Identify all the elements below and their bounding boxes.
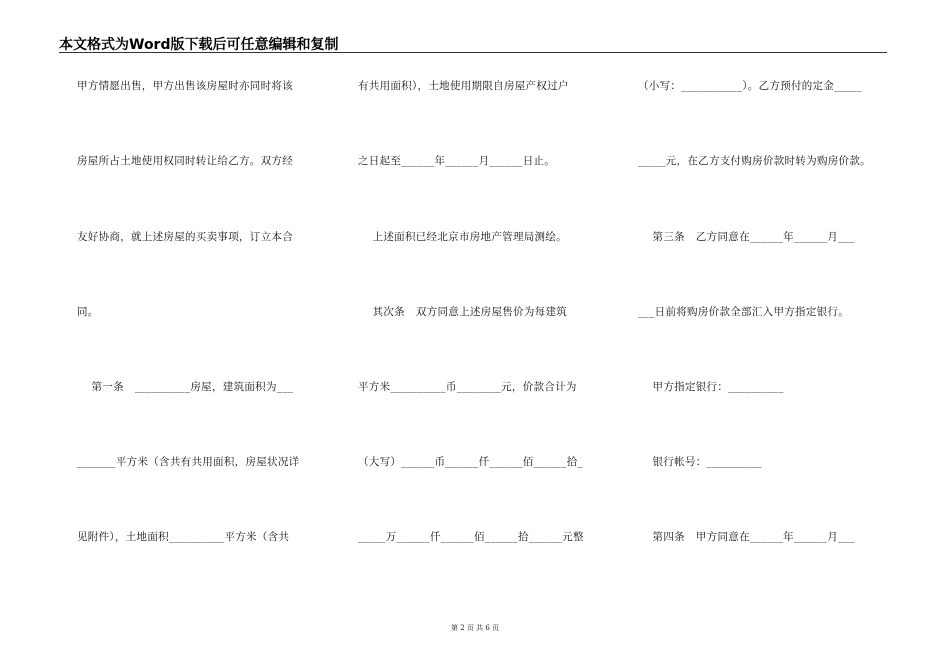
text-line: （大写）______币______仟______佰______拾_ [358, 456, 584, 468]
text-line: 友好协商，就上述房屋的买卖事项，订立本合 [77, 231, 293, 243]
header-divider [59, 52, 887, 53]
text-line: 同。 [77, 306, 99, 318]
text-line: _______平方米（含共有共用面积，房屋状况详 [77, 456, 300, 468]
page-number: 第 2 页 共 6 页 [450, 624, 500, 632]
text-line: _____万______仟______佰______拾______元整 [358, 531, 584, 543]
text-line: 有共用面积），土地使用期限自房屋产权过户 [358, 80, 569, 92]
text-line: 甲方指定银行：__________ [638, 381, 784, 393]
text-line: ___日前将购房价款全部汇入甲方指定银行。 [638, 306, 850, 318]
text-line: 第三条 乙方同意在______年______月___ [638, 231, 855, 243]
text-line: 见附件），土地面积__________平方米（含共 [77, 531, 290, 543]
text-line: 之日起至______年______月______日止。 [358, 155, 556, 167]
text-line: 上述面积已经北京市房地产管理局测绘。 [358, 231, 567, 243]
document-header-title: 本文格式为Word版下载后可任意编辑和复制 [59, 37, 339, 53]
text-line: 银行帐号：__________ [638, 456, 763, 468]
text-line: 平方米__________币________元，价款合计为 [358, 381, 577, 393]
text-line: 第四条 甲方同意在______年______月___ [638, 531, 855, 543]
text-line: （小写：___________）。乙方预付的定金_____ [638, 80, 862, 92]
text-line: _____元，在乙方支付购房价款时转为购房价款。 [638, 155, 871, 167]
text-line: 房屋所占土地使用权同时转让给乙方。双方经 [77, 155, 293, 167]
text-line: 甲方情愿出售，甲方出售该房屋时亦同时将该 [77, 80, 293, 92]
text-line: 第一条 __________房屋，建筑面积为___ [77, 381, 294, 393]
text-line: 其次条 双方同意上述房屋售价为每建筑 [358, 306, 568, 318]
